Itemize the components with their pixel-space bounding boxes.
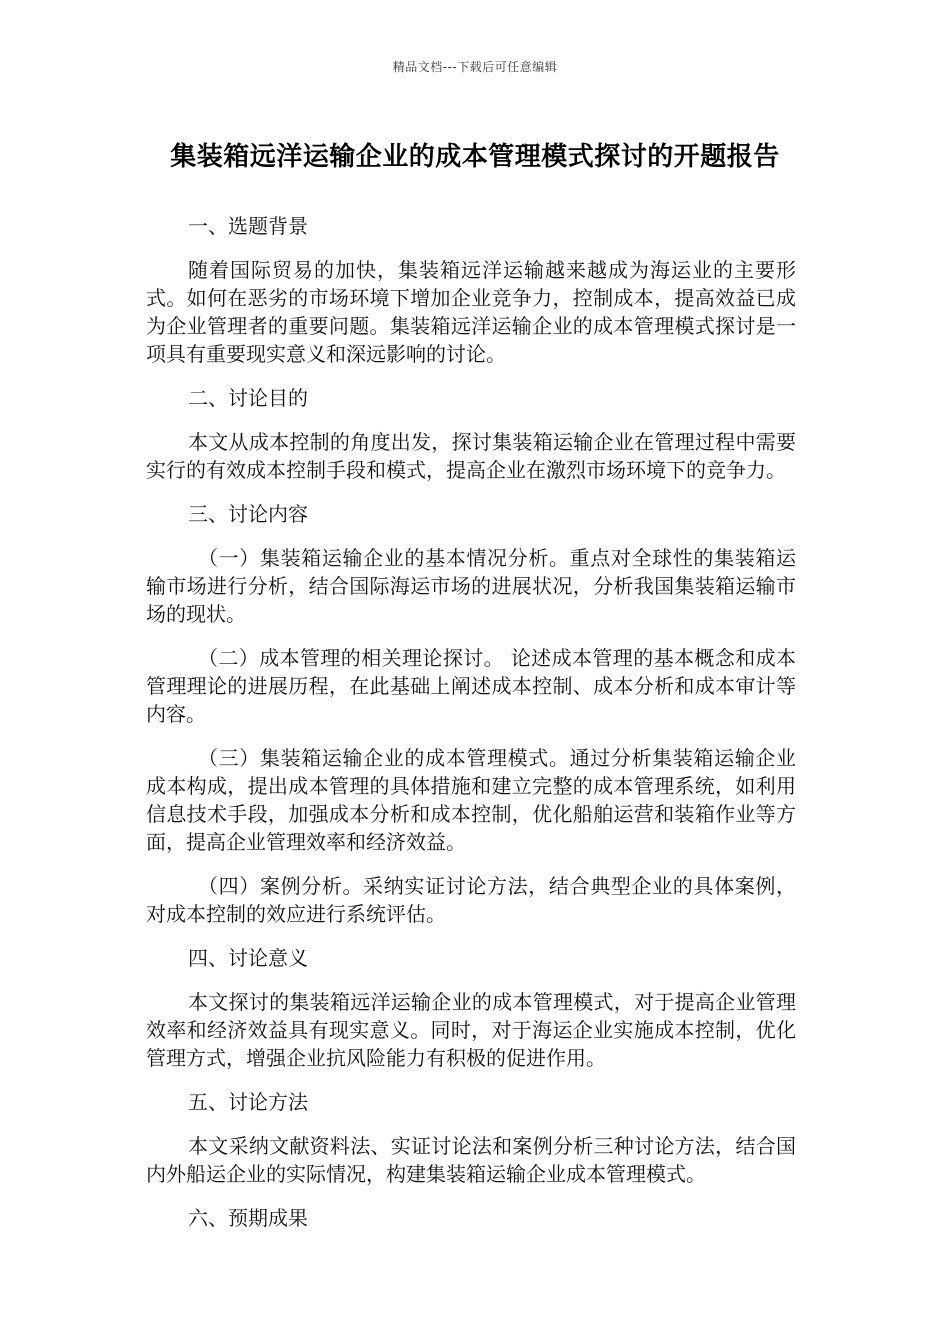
paragraph-purpose: 本文从成本控制的角度出发，探讨集装箱运输企业在管理过程中需要实行的有效成本控制手段和模式，提高企业在激烈市场环境下的竞争力。 bbox=[146, 430, 796, 482]
section-heading-purpose: 二、讨论目的 bbox=[188, 386, 308, 410]
section-heading-background: 一、选题背景 bbox=[188, 214, 308, 238]
paragraph-method: 本文采纳文献资料法、实证讨论法和案例分析三种讨论方法，结合国内外船运企业的实际情况，构建集装箱运输企业成本管理模式。 bbox=[146, 1134, 796, 1186]
section-heading-significance: 四、讨论意义 bbox=[188, 946, 308, 970]
paragraph-background: 随着国际贸易的加快，集装箱远洋运输越来越成为海运业的主要形式。如何在恶劣的市场环境下增加企业竞争力，控制成本，提高效益已成为企业管理者的重要问题。集装箱远洋运输企业的成本管理模式探讨是一项具有重要现实意义和深远影响的讨论。 bbox=[146, 258, 796, 366]
section-heading-content: 三、讨论内容 bbox=[188, 502, 308, 526]
paragraph-content-4: （四）案例分析。采纳实证讨论方法，结合典型企业的具体案例，对成本控制的效应进行系统评估。 bbox=[146, 874, 796, 926]
document-title: 集装箱远洋运输企业的成本管理模式探讨的开题报告 bbox=[170, 142, 780, 172]
paragraph-content-2: （二）成本管理的相关理论探讨。 论述成本管理的基本概念和成本管理理论的进展历程，在此基础上阐述成本控制、成本分析和成本审计等内容。 bbox=[146, 646, 796, 726]
document-body bbox=[146, 212, 796, 1248]
paragraph-content-1: （一）集装箱运输企业的基本情况分析。重点对全球性的集装箱运输市场进行分析，结合国际海运市场的进展状况，分析我国集装箱运输市场的现状。 bbox=[146, 546, 796, 626]
paragraph-significance: 本文探讨的集装箱远洋运输企业的成本管理模式，对于提高企业管理效率和经济效益具有现实意义。同时，对于海运企业实施成本控制，优化管理方式，增强企业抗风险能力有积极的促进作用。 bbox=[146, 990, 796, 1070]
section-heading-method: 五、讨论方法 bbox=[188, 1090, 308, 1114]
section-heading-expected-results: 六、预期成果 bbox=[188, 1206, 308, 1230]
header-note: 精品文档---下载后可任意编辑 bbox=[392, 60, 558, 74]
paragraph-content-3: （三）集装箱运输企业的成本管理模式。通过分析集装箱运输企业成本构成，提出成本管理的具体措施和建立完整的成本管理系统，如利用信息技术手段，加强成本分析和成本控制，优化船舶运营和装箱作业等方面，提高企业管理效率和经济效益。 bbox=[146, 746, 796, 854]
